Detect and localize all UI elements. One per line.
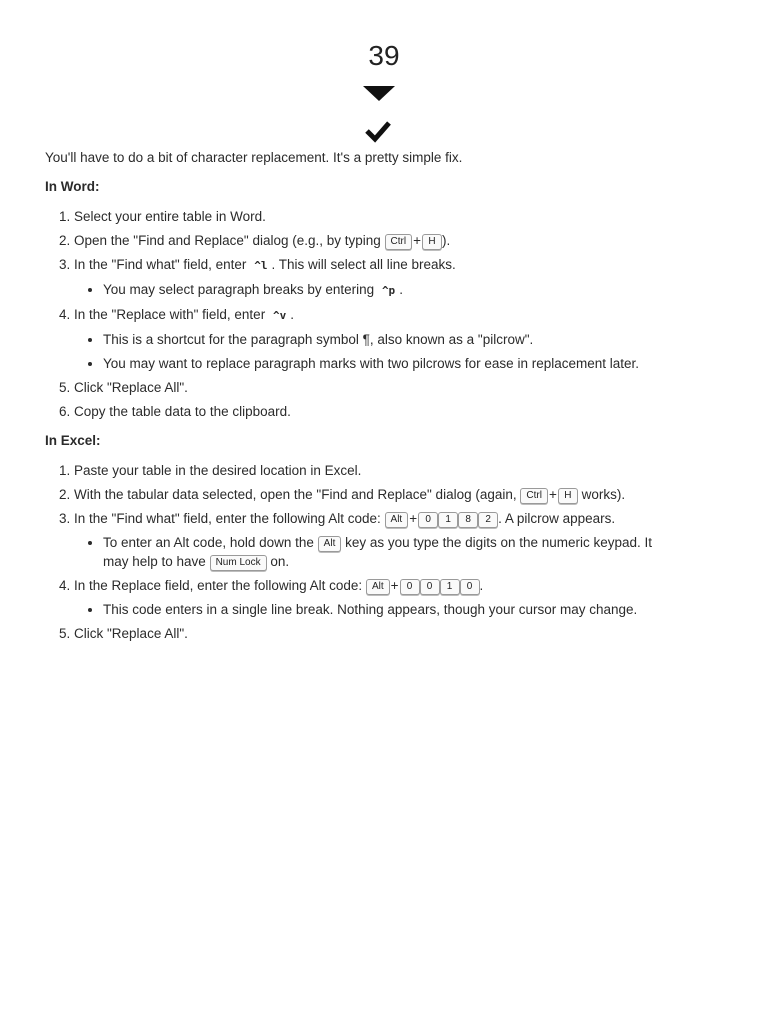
excel-step-3-notes <box>74 533 655 571</box>
code-pilcrow: ^v <box>272 309 287 322</box>
kbd-h: H <box>422 234 442 250</box>
excel-steps-list <box>45 461 655 643</box>
word-step-2: 2. Open the "Find and Replace" dialog (e.g., by typing Ctrl + H ). <box>74 231 655 250</box>
kbd-ctrl: Ctrl <box>385 234 413 250</box>
answer-intro: You'll have to do a bit of character replacement. It's a pretty simple fix. <box>45 150 463 165</box>
answer-body <box>45 148 655 653</box>
kbd-digit: 1 <box>438 512 458 528</box>
kbd-digit: 1 <box>440 579 460 595</box>
kbd-digit: 8 <box>458 512 478 528</box>
kbd-num-lock: Num Lock <box>210 555 267 571</box>
kbd-alt: Alt <box>318 536 342 552</box>
word-step-4-note-1: • This is a shortcut for the paragraph symbol ¶, also known as a "pilcrow". <box>103 330 655 349</box>
accepted-checkmark-icon <box>364 118 392 144</box>
excel-step-1: 1. Paste your table in the desired location in Excel. <box>74 461 655 480</box>
excel-step-3-note-1: • To enter an Alt code, hold down the Alt key as you type the digits on the numeric keypad. It may help to have Num Lock on. <box>103 533 655 571</box>
excel-step-2: 2. With the tabular data selected, open the "Find and Replace" dialog (again, Ctrl + H works). <box>74 485 655 504</box>
excel-step-4: 4. In the Replace field, enter the following Alt code: Alt + 0 0 1 0 . • This code enters in a single line break. Nothing appears, though your cursor may change. <box>74 576 655 619</box>
word-step-3-notes <box>74 280 655 300</box>
excel-step-4-notes <box>74 600 655 619</box>
word-step-3: 3. In the "Find what" field, enter ^l . This will select all line breaks. • You may select paragraph breaks by entering ^p . <box>74 255 655 300</box>
word-steps-list <box>45 207 655 421</box>
word-step-1: 1. Select your entire table in Word. <box>74 207 655 226</box>
excel-heading: In Excel: <box>45 433 101 448</box>
code-paragraph-break: ^p <box>381 284 396 297</box>
word-step-4-note-2: • You may want to replace paragraph marks with two pilcrows for ease in replacement later. <box>103 354 655 373</box>
vote-down-arrow-icon[interactable] <box>363 84 395 102</box>
kbd-h: H <box>558 488 578 504</box>
kbd-digit: 0 <box>418 512 438 528</box>
word-step-3-note-1: • You may select paragraph breaks by entering ^p . <box>103 280 655 300</box>
kbd-ctrl: Ctrl <box>520 488 548 504</box>
kbd-alt: Alt <box>366 579 390 595</box>
excel-step-5: 5. Click "Replace All". <box>74 624 655 643</box>
kbd-digit: 0 <box>460 579 480 595</box>
code-line-break: ^l <box>254 259 268 272</box>
kbd-digit: 0 <box>400 579 420 595</box>
word-step-5: 5. Click "Replace All". <box>74 378 655 397</box>
word-heading: In Word: <box>45 179 100 194</box>
kbd-alt: Alt <box>385 512 409 528</box>
kbd-digit: 2 <box>478 512 498 528</box>
excel-step-3: 3. In the "Find what" field, enter the following Alt code: Alt + 0 1 8 2 . A pilcrow appears. • To enter an Alt code, hold down the Alt key as you type the digits on the numeric keypad. It may help to have Num Lock on. <box>74 509 655 571</box>
vote-count: 39 <box>368 40 400 71</box>
word-step-6: 6. Copy the table data to the clipboard. <box>74 402 655 421</box>
excel-step-4-note-1: • This code enters in a single line break. Nothing appears, though your cursor may change. <box>103 600 655 619</box>
kbd-digit: 0 <box>420 579 440 595</box>
word-step-4: 4. In the "Replace with" field, enter ^v . • This is a shortcut for the paragraph symbol ¶, also known as a "pilcrow". • You may want to replace paragraph marks with two pilcrows for ease in replacement later. <box>74 305 655 373</box>
word-step-4-notes <box>74 330 655 373</box>
